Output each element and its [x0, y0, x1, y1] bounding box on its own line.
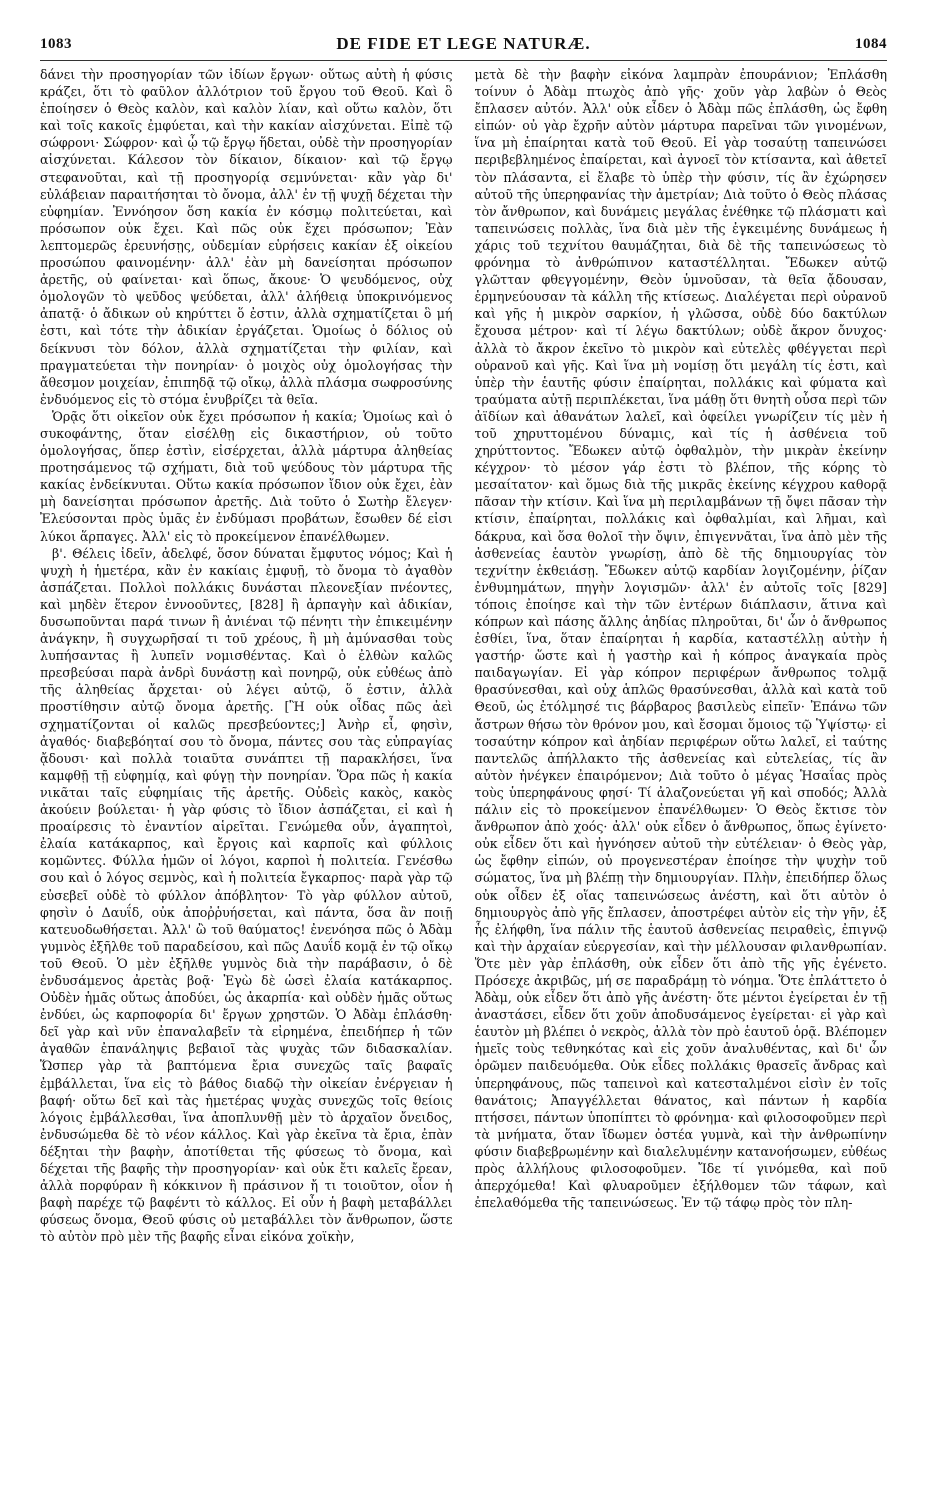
left-column	[40, 66, 453, 1481]
paragraph: β'. Θέλεις ἰδεῖν, ἀδελφέ, ὅσον δύναται ἔμφυτος νόμος; Καὶ ἡ ψυχὴ ἡ ἡμετέρα, κἂν ἐν κακίαις ἐμφυῇ, τὸ ὄνομα τὸ ἀγαθὸν ἀσπάζεται. Πολλοὶ πολλάκις δυνάσται πλεονεξίαν πνέοντες, καὶ μηδὲν ἕτερον ἐννοοῦντες, [828] ἢ ἁρπαγὴν καὶ ἀδικίαν, δυσωποῦνται παρά τινων ἢ ἀνιέναι τῷ πένητι τὴν ἐπικειμένην ἀνάγκην, ἢ συγχωρῆσαί τι τοῦ χρέους, ἢ μὴ ἀμύνασθαι τοὺς λυπήσαντας ἢ λυπεῖν νομισθέντας. Καὶ ὁ ἐλθὼν καλῶς πρεσβεύσαι παρὰ ἀνδρὶ δυνάστῃ καὶ πονηρῷ, οὐκ εὐθέως ἀπὸ τῆς ἀληθείας ἄρχεται· οὐ λέγει αὐτῷ, ὅ ἐστιν, ἀλλὰ προστίθησιν αὐτῷ ὄνομα ἀρετῆς. [Ἢ οὐκ οἶδας πῶς ἀεὶ σχηματίζονται οἱ καλῶς πρεσβεύοντες;] Ἀνὴρ εἶ, φησὶν, ἀγαθός· διαβεβόηταί σου τὸ ὄνομα, πάντες σου τὰς εὐπραγίας ᾄδουσι· καὶ πολλὰ τοιαῦτα συνάπτει τῇ παρακλήσει, ἵνα καμφθῇ τῇ εὐφημίᾳ, καὶ φύγῃ τὴν πονηρίαν. Ὅρα πῶς ἡ κακία νικᾶται ταῖς εὐφημίαις τῆς ἀρετῆς. Οὐδεὶς κακὸς, κακὸς ἀκούειν βούλεται· ἡ γὰρ φύσις τὸ ἴδιον ἀσπάζεται, εἰ καὶ ἡ προαίρεσις τὸ ἐναντίον αἱρεῖται. Γενώμεθα οὖν, ἀγαπητοὶ, ἐλαία κατάκαρπος, καὶ ἔργοις καὶ καρποῖς καὶ φύλλοις κομῶντες. Φύλλα ἡμῶν οἱ λόγοι, καρποὶ ἡ πολιτεία. Γενέσθω σου καὶ ὁ λόγος σεμνὸς, καὶ ἡ πολιτεία ἔγκαρπος· παρὰ γὰρ τῷ εὐσεβεῖ οὐδὲ τὸ φύλλον ἀπόβλητον· Τὸ γὰρ φύλλον αὐτοῦ, φησὶν ὁ Δαυΐδ, οὐκ ἀποῤῥυήσεται, καὶ πάντα, ὅσα ἂν ποιῇ κατευοδωθήσεται. Ἀλλ' ὢ τοῦ θαύματος! ἐνενόησα πῶς ὁ Ἀδὰμ γυμνὸς ἐξῆλθε τοῦ παραδείσου, καὶ πῶς Δαυΐδ κομᾷ ἐν τῷ οἴκῳ τοῦ Θεοῦ. Ὁ μὲν ἐξῆλθε γυμνὸς διὰ τὴν παράβασιν, ὁ δὲ ἐνδυσάμενος ἀρετὰς βοᾷ· Ἐγὼ δὲ ὡσεὶ ἐλαία κατάκαρπος. Οὐδὲν ἡμᾶς οὕτως ἀποδύει, ὡς ἀκαρπία· καὶ οὐδὲν ἡμᾶς οὕτως ἐνδύει, ὡς καρποφορία δι' ἔργων χρηστῶν. Ὁ Ἀδὰμ ἐπλάσθη· δεῖ γὰρ καὶ νῦν ἐπαναλαβεῖν τὰ εἰρημένα, ἐπειδήπερ ἡ τῶν ἀγαθῶν ἐπανάληψις βεβαιοῖ τὰς ψυχὰς τῶν διδασκαλίαν. Ὥσπερ γὰρ τὰ βαπτόμενα ἔρια συνεχῶς ταῖς βαφαῖς ἐμβάλλεται, ἵνα εἰς τὸ βάθος διαδῷ τὴν οἰκείαν ἐνέργειαν ἡ βαφή· οὕτω δεῖ καὶ τὰς ἡμετέρας ψυχὰς συνεχῶς τοῖς θείοις λόγοις ἐμβάλλεσθαι, ἵνα ἀποπλυνθῇ μὲν τὸ ἀρχαῖον ὄνειδος, ἐνδυσώμεθα δὲ τὸ νέον κάλλος. Καὶ γὰρ ἐκεῖνα τὰ ἔρια, ἐπὰν δέξηται τὴν βαφὴν, ἀποτίθεται τῆς φύσεως τὸ ὄνομα, καὶ δέχεται τῆς βαφῆς τὴν προσηγορίαν· καὶ οὐκ ἔτι καλεῖς ἔρεαν, ἀλλὰ πορφύραν ἢ κόκκινον ἢ πράσινον ἤ τι τοιοῦτον, οἷον ἡ βαφὴ παρέχε τῷ βαφέντι τὸ κάλλος. Εἰ οὖν ἡ βαφὴ μεταβάλλει φύσεως ὄνομα, Θεοῦ φύσις οὐ μεταβάλλει τὸν ἄνθρωπον, ὥστε τὸ αὐτὸν πρὸ μὲν τῆς βαφῆς εἶναι εἰκόνα χοϊκὴν,	[40, 545, 453, 1245]
right-column-number: 1084	[855, 35, 887, 52]
text-columns	[40, 66, 887, 1481]
left-column-number: 1083	[40, 35, 72, 52]
running-header	[40, 28, 887, 61]
paragraph: Ὁρᾷς ὅτι οἰκεῖον οὐκ ἔχει πρόσωπον ἡ κακία; Ὁμοίως καὶ ὁ συκοφάντης, ὅταν εἰσέλθῃ εἰς δικαστήριον, οὐ τοῦτο ὁμολογήσας, ὅπερ ἐστὶν, εἰσέρχεται, ἀλλὰ μάρτυρα ἀληθείας προτησάμενος τῷ σχήματι, διὰ τοῦ ψεύδους τὸν μάρτυρα τῆς κακίας ἐνδείκνυται. Οὕτω κακία πρόσωπον ἴδιον οὐκ ἔχει, ἐὰν μὴ δανείσηται πρόσωπον ἀρετῆς. Διὰ τοῦτο ὁ Σωτὴρ ἔλεγεν· Ἐλεύσονται πρὸς ὑμᾶς ἐν ἐνδύμασι προβάτων, ἔσωθεν δέ εἰσι λύκοι ἅρπαγες. Ἀλλ' εἰς τὸ προκείμενον ἐπανέλθωμεν.	[40, 408, 453, 544]
right-column	[475, 66, 888, 1481]
running-title: DE FIDE ET LEGE NATURÆ.	[336, 34, 591, 53]
paragraph: μετὰ δὲ τὴν βαφὴν εἰκόνα λαμπρὰν ἐπουράνιον; Ἐπλάσθη τοίνυν ὁ Ἀδὰμ πτωχὸς ἀπὸ γῆς· χοῦν γὰρ λαβὼν ὁ Θεὸς ἔπλασεν αὐτόν. Ἀλλ' οὐκ εἶδεν ὁ Ἀδὰμ πῶς ἐπλάσθη, ὡς ἔφθη εἰπών· οὐ γὰρ ἔχρῆν αὐτὸν μάρτυρα παρεῖναι τῶν γινομένων, ἵνα μὴ ἐπαίρηται κατὰ τοῦ Θεοῦ. Εἰ γὰρ τοσαύτῃ ταπεινώσει περιβεβλημένος ἐπαίρεται, καὶ ἀγνοεῖ τὸν κτίσαντα, καὶ ἀθετεῖ τὸν πλάσαντα, εἰ ἔλαβε τὸ ὑπὲρ τὴν φύσιν, τίς ἂν ἐχώρησεν αὐτοῦ τῆς ὑπερηφανίας τὴν ἀμετρίαν; Διὰ τοῦτο ὁ Θεὸς πλάσας τὸν ἄνθρωπον, καὶ δυνάμεις μεγάλας ἐνέθηκε τῷ πλάσματι καὶ ταπεινώσεις πολλὰς, ἵνα διὰ μὲν τῆς ἐγκειμένης δυνάμεως ἡ χάρις τοῦ τεχνίτου θαυμάζηται, διὰ δὲ τῆς ταπεινώσεως τὸ φρόνημα τὸ ἀνθρώπινον καταστέλληται. Ἔδωκεν αὐτῷ γλῶτταν φθεγγομένην, Θεὸν ὑμνοῦσαν, τὰ θεῖα ᾄδουσαν, ἑρμηνεύουσαν τὰ κάλλη τῆς κτίσεως. Διαλέγεται περὶ οὐρανοῦ καὶ γῆς ἡ μικρὸν σαρκίον, ἡ γλῶσσα, οὐδὲ δύο δακτύλων ἔχουσα μέτρον· καὶ τί λέγω δακτύλων; οὐδὲ ἄκρον ὄνυχος· ἀλλὰ τὸ ἄκρον ἐκεῖνο τὸ μικρὸν καὶ εὐτελὲς φθέγγεται περὶ οὐρανοῦ καὶ γῆς. Καὶ ἵνα μὴ νομίσῃ ὅτι μεγάλη τίς ἐστι, καὶ ὑπὲρ τὴν ἑαυτῆς φύσιν ἐπαίρηται, πολλάκις καὶ φύματα καὶ τραύματα αὐτῇ περιπλέκεται, ἵνα μάθῃ ὅτι θνητὴ οὖσα περὶ τῶν ἀϊδίων καὶ ἀθανάτων λαλεῖ, καὶ ὀφείλει γνωρίζειν τίς μὲν ἡ τοῦ χηρυττομένου δύναμις, καὶ τίς ἡ ἀσθένεια τοῦ χηρύττοντος. Ἔδωκεν αὐτῷ ὀφθαλμὸν, τὴν μικρὰν ἐκείνην κέγχρον· τὸ μέσον γάρ ἐστι τὸ βλέπον, τῆς κόρης τὸ μεσαίτατον· καὶ ὅμως διὰ τῆς μικρᾶς ἐκείνης κέγχρου καθορᾷ πᾶσαν τὴν κτίσιν. Καὶ ἵνα μὴ περιλαμβάνων τῇ ὄψει πᾶσαν τὴν κτίσιν, ἐπαίρηται, πολλάκις καὶ ὀφθαλμίαι, καὶ λῆμαι, καὶ δάκρυα, καὶ ὅσα θολοῖ τὴν ὄψιν, ἐπιγεννᾶται, ἵνα ἀπὸ μὲν τῆς ἀσθενείας ἑαυτὸν γνωρίσῃ, ἀπὸ δὲ τῆς δημιουργίας τὸν τεχνίτην ἐκθειάσῃ. Ἔδωκεν αὐτῷ καρδίαν λογιζομένην, ῥίζαν ἐνθυμημάτων, πηγὴν λογισμῶν· ἀλλ' ἐν αὐτοῖς τοῖς [829] τόποις ἐποίησε καὶ τὴν τῶν ἐντέρων διάπλασιν, ἅτινα καὶ κόπρων καὶ πάσης ἄλλης ἀηδίας πληροῦται, δι' ὧν ὁ ἄνθρωπος ἐσθίει, ἵνα, ὅταν ἐπαίρηται ἡ καρδία, καταστέλλῃ αὐτὴν ἡ γαστήρ· ὥστε καὶ ἡ γαστὴρ καὶ ἡ κόπρος ἀναγκαία πρὸς παιδαγωγίαν. Εἰ γὰρ κόπρον περιφέρων ἄνθρωπος τολμᾷ θρασύνεσθαι, καὶ οὐχ ἁπλῶς θρασύνεσθαι, ἀλλὰ καὶ κατὰ τοῦ Θεοῦ, ὡς ἐτόλμησέ τις βάρβαρος βασιλεὺς εἰπεῖν· Ἐπάνω τῶν ἄστρων θήσω τὸν θρόνον μου, καὶ ἔσομαι ὅμοιος τῷ Ὑψίστῳ· εἰ τοσαύτην κόπρον καὶ ἀηδίαν περιφέρων οὕτω λαλεῖ, εἰ ταύτης παντελῶς ἀπήλλακτο τῆς ἀσθενείας καὶ εὐτελείας, τίς ἂν αὐτὸν ἠνέγκεν ἐπαιρόμενον; Διὰ τοῦτο ὁ μέγας Ἡσαΐας πρὸς τοὺς ὑπερηφάνους φησί· Τί ἀλαζονεύεται γῆ καὶ σποδός; Ἀλλὰ πάλιν εἰς τὸ προκείμενον ἐπανέλθωμεν· Ὁ Θεὸς ἔκτισε τὸν ἄνθρωπον ἀπὸ χοός· ἀλλ' οὐκ εἶδεν ὁ ἄνθρωπος, ὅπως ἐγίνετο· οὐκ εἶδεν ὅτι καὶ ἠγνόησεν αὐτοῦ τὴν εὐτέλειαν· ὁ Θεὸς γὰρ, ὡς ἔφθην εἰπών, οὐ προγενεστέραν ἐποίησε τὴν ψυχὴν τοῦ σώματος, ἵνα μὴ βλέπῃ τὴν δημιουργίαν. Πλὴν, ἐπειδήπερ ὅλως οὐκ οἶδεν ἐξ οἵας ταπεινώσεως ἀνέστη, καὶ ὅτι αὐτὸν ὁ δημιουργὸς ἀπὸ γῆς ἔπλασεν, ἀποστρέφει αὐτὸν εἰς τὴν γῆν, ἐξ ἧς ἐλήφθη, ἵνα πάλιν τῆς ἑαυτοῦ ἀσθενείας πειραθεὶς, ἐπιγνῷ καὶ τὴν ἀρχαίαν εὐεργεσίαν, καὶ τὴν μέλλουσαν φιλανθρωπίαν. Ὅτε μὲν γὰρ ἐπλάσθη, οὐκ εἶδεν ὅτι ἀπὸ τῆς γῆς ἐγένετο. Πρόσεχε ἀκριβῶς, μή σε παραδράμῃ τὸ νόημα. Ὅτε ἐπλάττετο ὁ Ἀδὰμ, οὐκ εἶδεν ὅτι ἀπὸ γῆς ἀνέστη· ὅτε μέντοι ἐγείρεται ἐν τῇ ἀναστάσει, εἶδεν ὅτι χοῦν ἀποδυσάμενος ἐγείρεται· εἰ γὰρ καὶ ἑαυτὸν μὴ βλέπει ὁ νεκρὸς, ἀλλὰ τὸν πρὸ ἑαυτοῦ ὁρᾷ. Βλέπομεν ἡμεῖς τοὺς τεθνηκότας καὶ εἰς χοῦν ἀναλυθέντας, καὶ δι' ὧν ὁρῶμεν παιδευόμεθα. Οὐκ εἶδες πολλάκις θρασεῖς ἄνδρας καὶ ὑπερηφάνους, πῶς ταπεινοὶ καὶ κατεσταλμένοι εἰσὶν ἐν τοῖς θανάτοις; Ἀπαγγέλλεται θάνατος, καὶ πάντων ἡ καρδία πτήσσει, πάντων ὑποπίπτει τὸ φρόνημα· καὶ φιλοσοφοῦμεν περὶ τὰ μνήματα, ὅταν ἴδωμεν ὀστέα γυμνὰ, καὶ τὴν ἀνθρωπίνην φύσιν διαβεβρωμένην καὶ διαλελυμένην κατανοήσωμεν, εὐθέως πρὸς ἀλλήλους φιλοσοφοῦμεν. Ἴδε τί γινόμεθα, καὶ ποῦ ἀπερχόμεθα! Καὶ φλυαροῦμεν ἐξήλθομεν τῶν τάφων, καὶ ἐπελαθόμεθα τῆς ταπεινώσεως. Ἐν τῷ τάφῳ πρὸς τὸν πλη-	[474, 67, 887, 1211]
paragraph: δάνει τὴν προσηγορίαν τῶν ἰδίων ἔργων· οὕτως αὐτὴ ἡ φύσις κράζει, ὅτι τὸ φαῦλον ἀλλότριον τοῦ ἔργου τοῦ Θεοῦ. Καὶ ὃ ἐποίησεν ὁ Θεὸς καλὸν, καὶ καλὸν λίαν, καὶ οὕτω καλὸν, ὅτι καὶ τοῖς κακοῖς ἐμφύεται, καὶ τὴν κακίαν αἰσχύνεται. Εἰπὲ τῷ σώφρονι· Σώφρον· καὶ ᾧ τῷ ἔργῳ ἥδεται, οὐδὲ τὴν προσηγορίαν αἰσχύνεται. Κάλεσον τὸν δίκαιον, δίκαιον· καὶ τῷ ἔργῳ στεφανοῦται, καὶ τῇ προσηγορίᾳ σεμνύνεται· κἂν γὰρ δι' εὐλάβειαν παραιτήσηται τὸ ὄνομα, ἀλλ' ἐν τῇ ψυχῇ δέχεται τὴν εὐφημίαν. Ἐννόησον ὅση κακία ἐν κόσμῳ πολιτεύεται, καὶ πρόσωπον οὐκ ἔχει. Καὶ πῶς οὐκ ἔχει πρόσωπον; Ἐὰν λεπτομερῶς ἐρευνήσῃς, οὐδεμίαν εὑρήσεις κακίαν ἐξ οἰκείου προσώπου φαινομένην· ἀλλ' ἐὰν μὴ δανείσηται πρόσωπον ἀρετῆς, οὐ φαίνεται· καὶ ὅπως, ἄκουε· Ὁ ψευδόμενος, οὐχ ὁμολογῶν τὸ ψεῦδος ψεύδεται, ἀλλ' ἀλήθειᾳ ὑποκρινόμενος ἀπατᾷ· ὁ ἄδικων οὐ κηρύττει ὅ ἐστιν, ἀλλὰ σχηματίζεται ὃ μή ἐστι, καὶ τότε τὴν ἀδικίαν ἐργάζεται. Ὁμοίως ὁ δόλιος οὐ δείκνυσι τὸν δόλον, ἀλλὰ σχηματίζεται τὴν φιλίαν, καὶ πραγματεύεται τὴν πονηρίαν· ὁ μοιχὸς οὐχ ὁμολογήσας τὴν ἄθεσμον μοιχείαν, ἐπιπηδᾷ τῷ οἴκῳ, ἀλλὰ πλάσμα σωφροσύνης ἐνδυόμενος εἰς τὸ στόμα ἐνυβρίζει τὰ θεῖα.	[40, 67, 453, 407]
